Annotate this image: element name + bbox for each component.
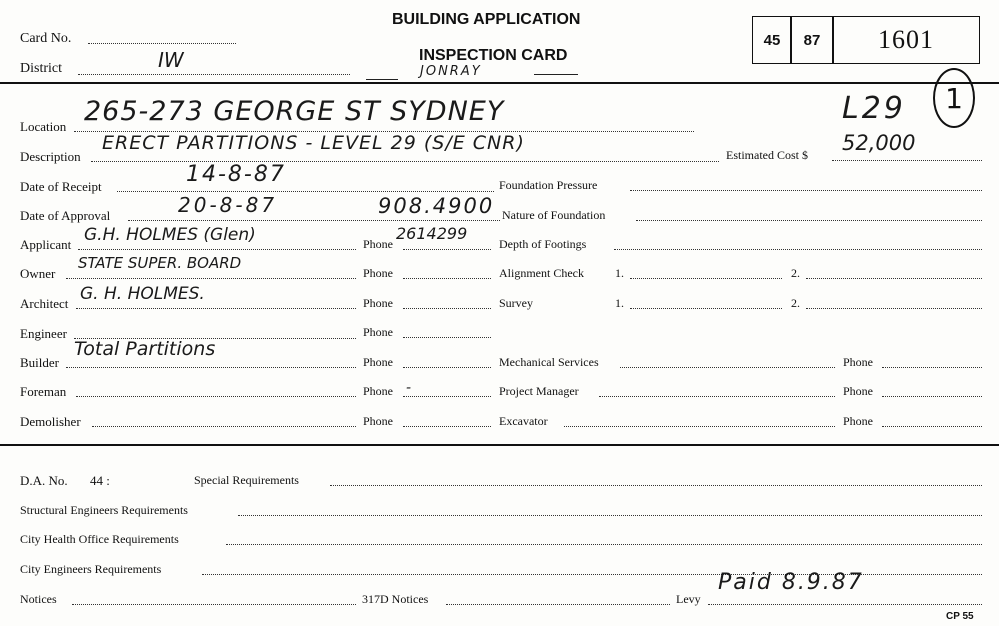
foreman-phone-field[interactable] xyxy=(403,396,491,397)
builder-phone-field[interactable] xyxy=(403,367,491,368)
builder-value: Total Partitions xyxy=(74,338,216,360)
date-of-receipt-label: Date of Receipt xyxy=(20,179,102,194)
architect-label: Architect xyxy=(20,296,69,311)
architect-value: G. H. HOLMES. xyxy=(80,284,205,304)
signature-dash-left xyxy=(366,79,398,80)
excavator-phone-field[interactable] xyxy=(882,426,982,427)
builder-phone-label: Phone xyxy=(363,355,393,369)
project-manager-field[interactable] xyxy=(599,396,835,397)
city-engineers-requirements-label: City Engineers Requirements xyxy=(20,562,162,576)
engineer-phone-field[interactable] xyxy=(403,337,491,338)
nature-of-foundation-field[interactable] xyxy=(636,220,982,221)
date-of-approval-field[interactable] xyxy=(128,220,500,221)
alignment-check-field-2[interactable] xyxy=(806,278,982,279)
survey-field-1[interactable] xyxy=(630,308,782,309)
survey-item-1: 1. xyxy=(615,296,624,310)
survey-field-2[interactable] xyxy=(806,308,982,309)
description-label: Description xyxy=(20,149,81,164)
form-code: CP 55 xyxy=(946,611,974,622)
depth-of-footings-field[interactable] xyxy=(614,249,982,250)
da-no-label: D.A. No. xyxy=(20,473,68,488)
applicant-label: Applicant xyxy=(20,237,72,252)
district-label: District xyxy=(20,61,62,76)
survey-item-2: 2. xyxy=(791,296,800,310)
owner-phone-label: Phone xyxy=(363,266,393,280)
owner-field[interactable] xyxy=(66,278,356,279)
special-requirements-label: Special Requirements xyxy=(194,473,299,487)
survey-label: Survey xyxy=(499,296,533,310)
estimated-cost-value: 52,000 xyxy=(842,131,916,155)
depth-of-footings-label: Depth of Footings xyxy=(499,237,587,251)
demolisher-phone-field[interactable] xyxy=(403,426,491,427)
project-manager-phone-field[interactable] xyxy=(882,396,982,397)
notices-317d-field[interactable] xyxy=(446,604,670,605)
mechanical-phone-field[interactable] xyxy=(882,367,982,368)
health-requirements-field[interactable] xyxy=(226,544,982,545)
mechanical-phone-label: Phone xyxy=(843,355,873,369)
location-value: 265-273 GEORGE ST SYDNEY xyxy=(84,96,505,127)
builder-field[interactable] xyxy=(66,367,356,368)
engineer-phone-label: Phone xyxy=(363,325,393,339)
project-manager-label: Project Manager xyxy=(499,384,579,398)
estimated-cost-field[interactable] xyxy=(832,160,982,161)
card-no-field[interactable] xyxy=(88,43,236,44)
da-no-value: 44 : xyxy=(90,473,110,488)
architect-phone-field[interactable] xyxy=(403,308,491,309)
notices-label: Notices xyxy=(20,592,57,606)
section-rule xyxy=(0,444,999,446)
architect-phone-label: Phone xyxy=(363,296,393,310)
approval-reference: 908.4900 xyxy=(378,194,495,218)
notices-field[interactable] xyxy=(72,604,356,605)
foreman-phone-label: Phone xyxy=(363,384,393,398)
location-label: Location xyxy=(20,119,67,134)
foreman-phone-value: - xyxy=(406,380,412,396)
health-requirements-label: City Health Office Requirements xyxy=(20,532,179,546)
structural-requirements-label: Structural Engineers Requirements xyxy=(20,503,188,517)
description-value: ERECT PARTITIONS - LEVEL 29 (S/E CNR) xyxy=(102,132,525,154)
date-of-approval-value: 20-8-87 xyxy=(178,193,278,217)
structural-requirements-field[interactable] xyxy=(238,515,982,516)
date-of-receipt-value: 14-8-87 xyxy=(186,162,286,187)
owner-label: Owner xyxy=(20,266,56,281)
foreman-field[interactable] xyxy=(76,396,356,397)
applicant-phone-label: Phone xyxy=(363,237,393,251)
card-no-label: Card No. xyxy=(20,31,72,46)
foundation-pressure-label: Foundation Pressure xyxy=(499,178,598,192)
notices-317d-label: 317D Notices xyxy=(362,592,429,606)
mechanical-services-label: Mechanical Services xyxy=(499,355,599,369)
special-requirements-field[interactable] xyxy=(330,485,982,486)
levy-field[interactable] xyxy=(708,604,982,605)
architect-field[interactable] xyxy=(76,308,356,309)
estimated-cost-label: Estimated Cost $ xyxy=(726,148,808,162)
nature-of-foundation-label: Nature of Foundation xyxy=(502,208,606,222)
date-of-approval-label: Date of Approval xyxy=(20,208,111,223)
alignment-check-field-1[interactable] xyxy=(630,278,782,279)
levy-value: Paid 8.9.87 xyxy=(718,570,864,595)
applicant-phone-field[interactable] xyxy=(403,249,491,250)
owner-value: STATE SUPER. BOARD xyxy=(78,254,242,272)
card-number-box: 1601 xyxy=(832,16,980,64)
alignment-check-item-2: 2. xyxy=(791,266,800,280)
alignment-check-label: Alignment Check xyxy=(499,266,584,280)
district-value: IW xyxy=(158,48,184,72)
project-manager-phone-label: Phone xyxy=(843,384,873,398)
owner-phone-field[interactable] xyxy=(403,278,491,279)
foundation-pressure-field[interactable] xyxy=(630,190,982,191)
code-box-left: 45 xyxy=(752,16,792,64)
demolisher-field[interactable] xyxy=(92,426,356,427)
date-of-receipt-field[interactable] xyxy=(117,191,494,192)
demolisher-phone-label: Phone xyxy=(363,414,393,428)
form-title: BUILDING APPLICATION xyxy=(392,11,581,28)
applicant-phone-value: 2614299 xyxy=(396,224,468,243)
form-subtitle: INSPECTION CARD xyxy=(419,47,568,64)
excavator-phone-label: Phone xyxy=(843,414,873,428)
mechanical-services-field[interactable] xyxy=(620,367,835,368)
builder-label: Builder xyxy=(20,355,59,370)
city-engineers-requirements-field[interactable] xyxy=(202,574,982,575)
district-field[interactable] xyxy=(78,74,350,75)
applicant-value: G.H. HOLMES (Glen) xyxy=(84,225,256,245)
applicant-field[interactable] xyxy=(78,249,356,250)
circled-number: 1 xyxy=(933,68,975,128)
levy-label: Levy xyxy=(676,592,701,606)
excavator-field[interactable] xyxy=(564,426,835,427)
signature-dash-right xyxy=(534,74,578,75)
demolisher-label: Demolisher xyxy=(20,414,81,429)
foreman-label: Foreman xyxy=(20,384,67,399)
inspector-signature: JONRAY xyxy=(420,64,482,79)
level-code: L29 xyxy=(842,91,906,126)
code-box-middle: 87 xyxy=(790,16,834,64)
excavator-label: Excavator xyxy=(499,414,548,428)
engineer-label: Engineer xyxy=(20,326,67,341)
header-rule xyxy=(0,82,999,84)
alignment-check-item-1: 1. xyxy=(615,266,624,280)
